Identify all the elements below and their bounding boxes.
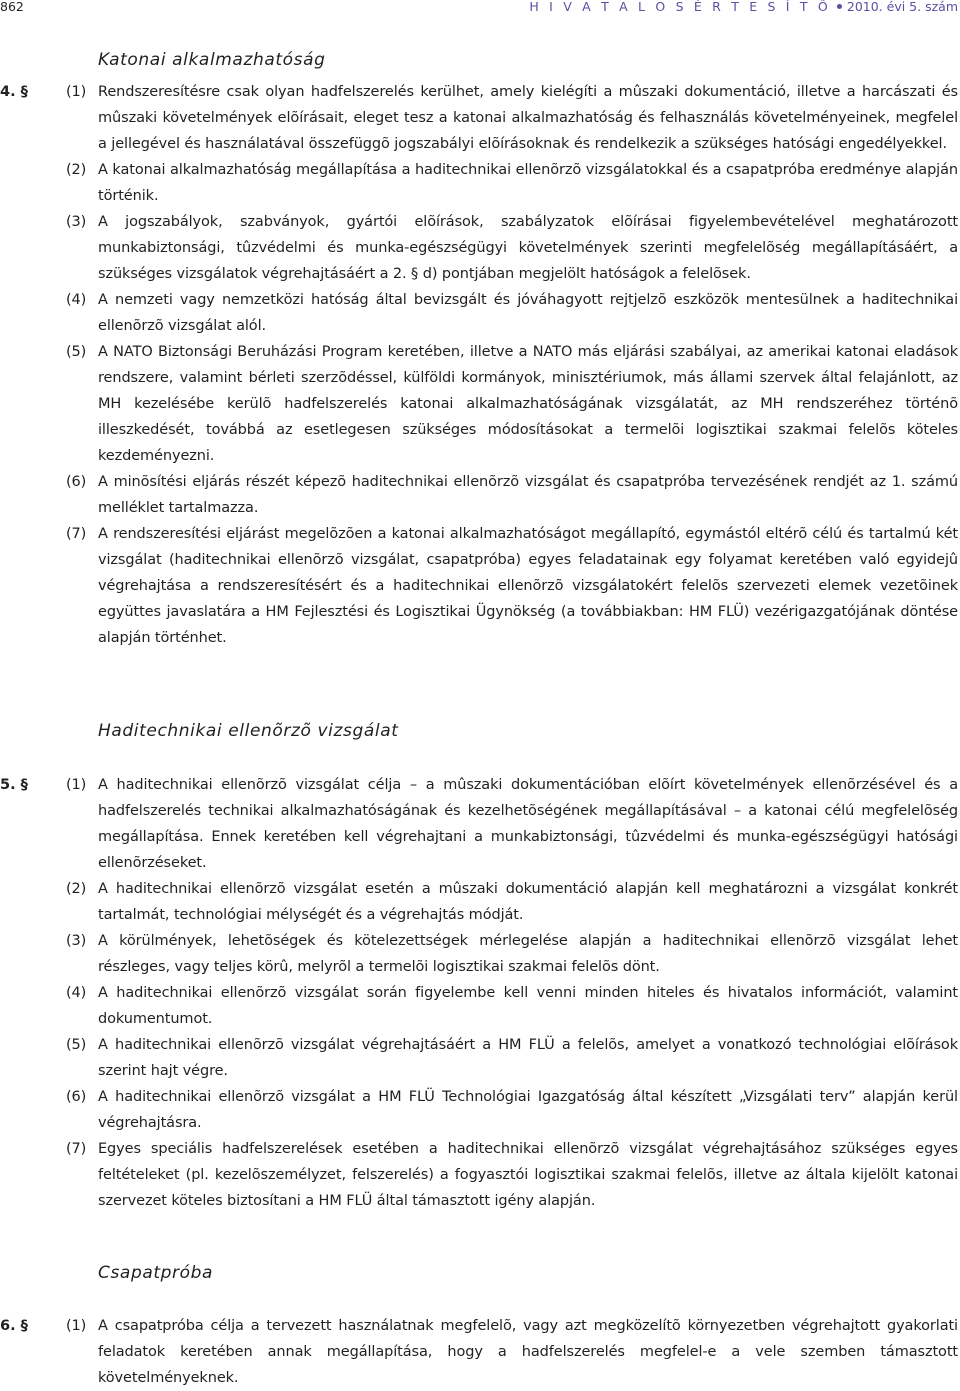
list-item bbox=[0, 1136, 958, 1214]
section-title: Katonai alkalmazhatóság bbox=[98, 50, 326, 70]
item-text: A haditechnikai ellenõrzõ vizsgálat a HM FLÜ Technológiai Igazgatóság által készített „Vizsgálati terv” alapján kerül végrehajtásra. bbox=[98, 1089, 958, 1131]
item-text: A haditechnikai ellenõrzõ vizsgálat esetén a mûszaki dokumentáció alapján kell meghatározni a vizsgálat konkrét tartalmát, technológiai mélységét és a végrehajtás módját. bbox=[98, 881, 958, 923]
item-text: A minõsítési eljárás részét képezõ haditechnikai ellenõrzõ vizsgálat és csapatpróba tervezésének rendjét az 1. számú melléklet tartalmazza. bbox=[98, 474, 958, 516]
list-item bbox=[0, 1032, 958, 1084]
list-item bbox=[0, 339, 958, 469]
item-text: A jogszabályok, szabványok, gyártói elõírások, szabályzatok elõírásai figyelembevételével meghatározott munkabiztonsági, tûzvédelmi és munka-egészségügyi követelmények szerinti megfelelõség megállapításáért, a szükséges vizsgálatok végrehajtásáért a 2. § d) pontjában megjelölt hatóságok a felelõsek. bbox=[98, 214, 958, 282]
item-text: A NATO Biztonsági Beruházási Program keretében, illetve a NATO más eljárási szabályai, az amerikai katonai eladások rendszere, valamint bérleti szerzõdéssel, külföldi kormányok, minisztériumok, más állami szervek által felajánlott, az MH kezelésébe kerülõ hadfelszerelés katonai alkalmazhatóságának vizsgálatát, az MH rendszeréhez történõ illeszkedését, továbbá az esetlegesen szükséges módosításokat a termelõi logisztikai szakmai felelõs köteles kezdeményezni. bbox=[98, 344, 958, 464]
item-number: (6) bbox=[66, 474, 87, 490]
item-text: A katonai alkalmazhatóság megállapítása a haditechnikai ellenõrzõ vizsgálatokkal és a csapatpróba eredménye alapján történik. bbox=[98, 162, 958, 204]
item-text: Egyes speciális hadfelszerelések esetében a haditechnikai ellenõrzõ vizsgálat végrehajtásához szükséges egyes feltételeket (pl. kezelõszemélyzet, felszerelés) a fogyasztói logisztikai szakmai felelõs, illetve az általa kijelölt katonai szervezet köteles biztosítani a HM FLÜ által támasztott igény alapján. bbox=[98, 1141, 958, 1209]
item-text: A haditechnikai ellenõrzõ vizsgálat célja – a mûszaki dokumentációban elõírt követelmények ellenõrzésével és a hadfelszerelés technikai alkalmazhatóságának és kezelhetõségének megállapításával – a katonai célú megfelelõség megállapítása. Ennek keretében kell végrehajtani a munkabiztonsági, tûzvédelmi és munka-egészségügyi hatósági ellenõrzéseket. bbox=[98, 777, 958, 871]
list-item bbox=[0, 772, 958, 876]
item-number: (4) bbox=[66, 292, 87, 308]
item-number: (2) bbox=[66, 881, 87, 897]
paragraph-5 bbox=[0, 772, 958, 1214]
item-text: A haditechnikai ellenõrzõ vizsgálat során figyelembe kell venni minden hiteles és hivatalos információt, valamint dokumentumot. bbox=[98, 985, 958, 1027]
item-text: A körülmények, lehetõségek és kötelezettségek mérlegelése alapján a haditechnikai ellenõrzõ vizsgálat lehet részleges, vagy teljes körû, melyrõl a termelõi logisztikai szakmai felelõs dönt. bbox=[98, 933, 958, 975]
list-item bbox=[0, 157, 958, 209]
paragraph-number: 6. § bbox=[0, 1318, 28, 1334]
item-number: (2) bbox=[66, 162, 87, 178]
item-number: (1) bbox=[66, 1318, 87, 1334]
item-number: (3) bbox=[66, 933, 87, 949]
list-item bbox=[0, 928, 958, 980]
page-header bbox=[0, 0, 958, 20]
item-text: A csapatpróba célja a tervezett használatnak megfelelõ, vagy azt megközelítõ környezetben végrehajtott gyakorlati feladatok keretében annak megállapítása, hogy a hadfelszerelés megfelel-e a vele szemben támasztott követelményeknek. bbox=[98, 1318, 958, 1386]
list-item bbox=[0, 209, 958, 287]
item-text: A rendszeresítési eljárást megelõzõen a katonai alkalmazhatóságot megállapító, egymástól eltérõ célú és tartalmú két vizsgálat (haditechnikai ellenõrzõ vizsgálat, csapatpróba) egyes feladatainak egy folyamat keretében való egyidejû végrehajtása a rendszeresítésért és a haditechnikai ellenõrzõ vizsgálatokért felelõs szervezeti elemek vezetõinek együttes javaslatára a HM Fejlesztési és Logisztikai Ügynökség (a továbbiakban: HM FLÜ) vezérigazgatójának döntése alapján történhet. bbox=[98, 526, 958, 646]
list-item bbox=[0, 287, 958, 339]
paragraph-6 bbox=[0, 1313, 958, 1391]
item-number: (4) bbox=[66, 985, 87, 1001]
list-item bbox=[0, 521, 958, 651]
paragraph-4 bbox=[0, 79, 958, 651]
list-item bbox=[0, 79, 958, 157]
item-number: (3) bbox=[66, 214, 87, 230]
page-number: 862 bbox=[0, 0, 24, 14]
paragraph-number: 5. § bbox=[0, 777, 28, 793]
list-item bbox=[0, 1084, 958, 1136]
section-title: Haditechnikai ellenõrzõ vizsgálat bbox=[98, 721, 399, 741]
list-item bbox=[0, 469, 958, 521]
issue-label: 2010. évi 5. szám bbox=[846, 0, 958, 14]
item-text: A haditechnikai ellenõrzõ vizsgálat végrehajtásáért a HM FLÜ a felelõs, amelyet a vonatkozó technológiai elõírások szerint hajt végre. bbox=[98, 1037, 958, 1079]
item-number: (1) bbox=[66, 84, 87, 100]
bullet-dot-icon bbox=[837, 4, 842, 9]
journal-title: H I V A T A L O S É R T E S Í T Õ bbox=[529, 0, 831, 14]
item-number: (1) bbox=[66, 777, 87, 793]
item-text: Rendszeresítésre csak olyan hadfelszerelés kerülhet, amely kielégíti a mûszaki dokumentáció, illetve a harcászati és mûszaki követelmények elõírásait, eleget tesz a katonai alkalmazhatóság és felhasználás követelményeinek, megfelel a jellegével és használatával összefüggõ jogszabályi elõírásoknak és rendelkezik a szükséges hatósági engedélyekkel. bbox=[98, 84, 958, 152]
item-number: (5) bbox=[66, 1037, 87, 1053]
item-number: (7) bbox=[66, 526, 87, 542]
running-head bbox=[529, 0, 958, 14]
section-title: Csapatpróba bbox=[98, 1263, 214, 1283]
list-item bbox=[0, 980, 958, 1032]
list-item bbox=[0, 1313, 958, 1391]
item-number: (7) bbox=[66, 1141, 87, 1157]
item-text: A nemzeti vagy nemzetközi hatóság által bevizsgált és jóváhagyott rejtjelzõ eszközök mentesülnek a haditechnikai ellenõrzõ vizsgálat alól. bbox=[98, 292, 958, 334]
item-number: (5) bbox=[66, 344, 87, 360]
list-item bbox=[0, 876, 958, 928]
item-number: (6) bbox=[66, 1089, 87, 1105]
paragraph-number: 4. § bbox=[0, 84, 28, 100]
